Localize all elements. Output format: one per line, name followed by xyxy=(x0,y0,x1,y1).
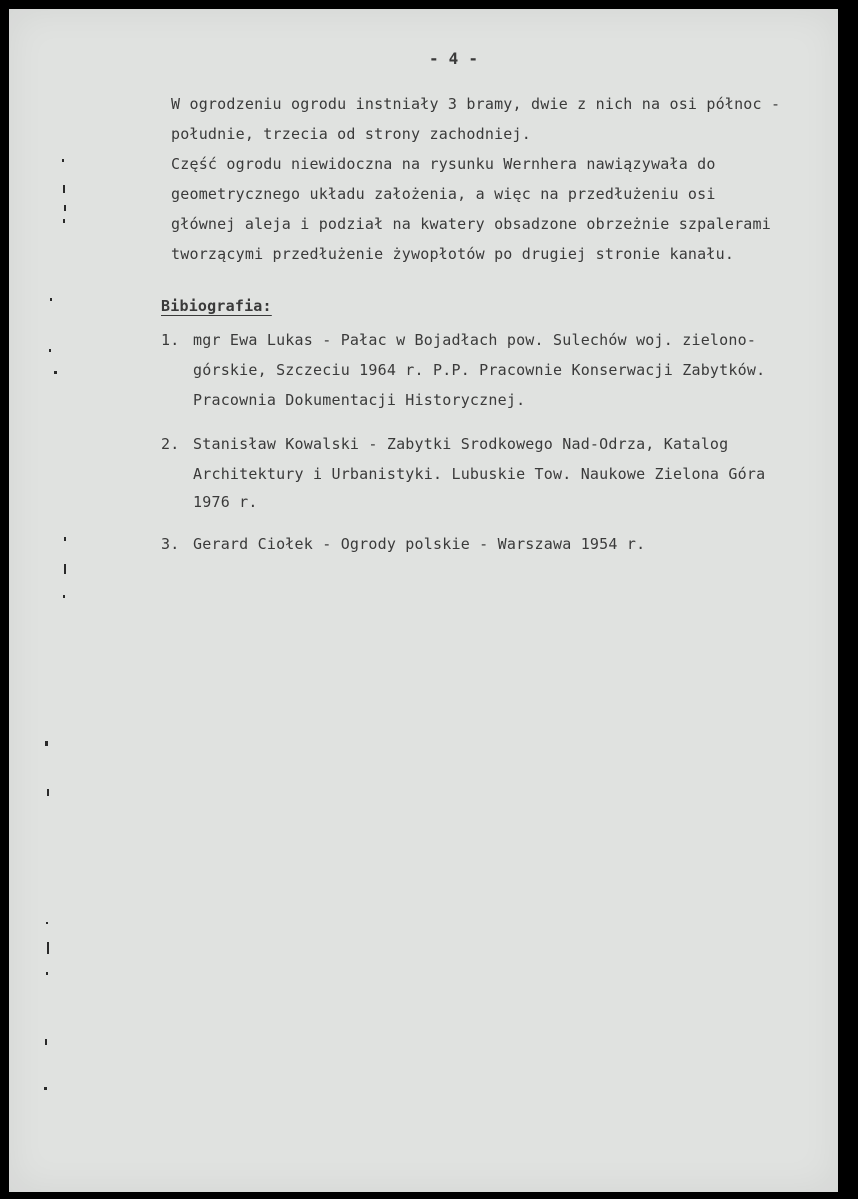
bibliography-item-line: Gerard Ciołek - Ogrody polskie - Warszawa 1954 r. xyxy=(193,535,646,553)
bibliography-item-line: górskie, Szczeciu 1964 r. P.P. Pracownie Konserwacji Zabytków. xyxy=(193,361,766,379)
margin-speck xyxy=(45,741,48,746)
paragraph-line: głównej aleja i podział na kwatery obsadzone obrzeżnie szpalerami xyxy=(171,215,771,233)
margin-speck xyxy=(46,922,48,924)
margin-speck xyxy=(64,537,66,541)
bibliography-heading: Bibiografia: xyxy=(161,297,272,315)
document-page xyxy=(9,9,838,1192)
margin-speck xyxy=(49,349,51,352)
margin-speck xyxy=(44,1087,47,1090)
margin-speck xyxy=(45,1039,47,1045)
paragraph-line: Część ogrodu niewidoczna na rysunku Wernhera nawiązywała do xyxy=(171,155,716,173)
bibliography-item-number: 1. xyxy=(161,331,180,349)
margin-speck xyxy=(50,298,52,301)
margin-speck xyxy=(46,972,48,975)
margin-speck xyxy=(64,205,66,211)
margin-speck xyxy=(63,595,65,598)
margin-speck xyxy=(62,159,64,162)
paragraph-line: południe, trzecia od strony zachodniej. xyxy=(171,125,531,143)
paragraph-line: geometrycznego układu założenia, a więc na przedłużeniu osi xyxy=(171,185,716,203)
margin-speck xyxy=(64,564,66,574)
margin-speck xyxy=(63,185,65,193)
paragraph-line: W ogrodzeniu ogrodu instniały 3 bramy, dwie z nich na osi północ - xyxy=(171,95,781,113)
bibliography-item-line: Pracownia Dokumentacji Historycznej. xyxy=(193,391,526,409)
bibliography-item-line: 1976 r. xyxy=(193,493,258,511)
bibliography-item-number: 3. xyxy=(161,535,180,553)
bibliography-item-line: mgr Ewa Lukas - Pałac w Bojadłach pow. Sulechów woj. zielono- xyxy=(193,331,757,349)
page-number: - 4 - xyxy=(429,49,479,68)
bibliography-item-line: Stanisław Kowalski - Zabytki Srodkowego Nad-Odrza, Katalog xyxy=(193,435,729,453)
bibliography-item-line: Architektury i Urbanistyki. Lubuskie Tow. Naukowe Zielona Góra xyxy=(193,465,766,483)
margin-speck xyxy=(54,371,57,374)
bibliography-item-number: 2. xyxy=(161,435,180,453)
paragraph-line: tworzącymi przedłużenie żywopłotów po drugiej stronie kanału. xyxy=(171,245,735,263)
margin-speck xyxy=(47,789,49,796)
margin-speck xyxy=(47,942,49,954)
margin-speck xyxy=(63,219,65,223)
